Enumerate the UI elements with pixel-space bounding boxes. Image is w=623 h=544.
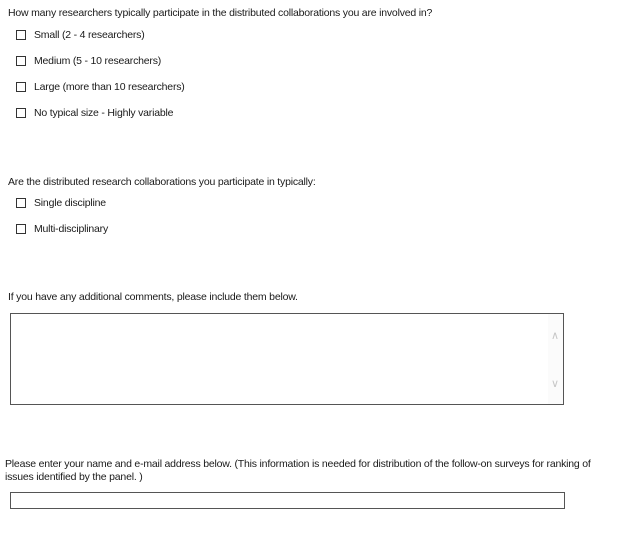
option-no-typical-size-label: No typical size - Highly variable [34,107,174,119]
option-multi-disciplinary[interactable] [16,222,108,236]
option-no-typical-size[interactable] [16,106,173,120]
option-small[interactable] [16,28,145,42]
checkbox-medium[interactable] [16,56,26,66]
comments-scrollbar[interactable] [548,314,563,404]
contact-prompt-line1: Please enter your name and e-mail address below. (This information is needed for distribution of the follow-on surveys for ranking of [5,458,591,470]
option-multi-disciplinary-label: Multi-disciplinary [34,223,109,235]
option-single-discipline[interactable] [16,196,106,210]
checkbox-no-typical-size[interactable] [16,108,26,118]
option-small-label: Small (2 - 4 researchers) [34,29,145,41]
comments-textarea[interactable] [10,313,564,405]
checkbox-multi-disciplinary[interactable] [16,224,26,234]
question-discipline: Are the distributed research collaborations you participate in typically: [8,176,316,188]
contact-prompt-line2: issues identified by the panel. ) [5,471,143,483]
scroll-down-icon[interactable]: ∨ [551,377,559,390]
comments-prompt: If you have any additional comments, please include them below. [8,291,298,303]
scroll-up-icon[interactable]: ∧ [551,329,559,342]
question-team-size: How many researchers typically participate in the distributed collaborations you are involved in? [8,7,433,19]
option-single-discipline-label: Single discipline [34,197,106,209]
option-large-label: Large (more than 10 researchers) [34,81,185,93]
option-medium-label: Medium (5 - 10 researchers) [34,55,162,67]
checkbox-small[interactable] [16,30,26,40]
option-large[interactable] [16,80,185,94]
name-email-input[interactable] [10,492,565,509]
option-medium[interactable] [16,54,161,68]
checkbox-single-discipline[interactable] [16,198,26,208]
checkbox-large[interactable] [16,82,26,92]
